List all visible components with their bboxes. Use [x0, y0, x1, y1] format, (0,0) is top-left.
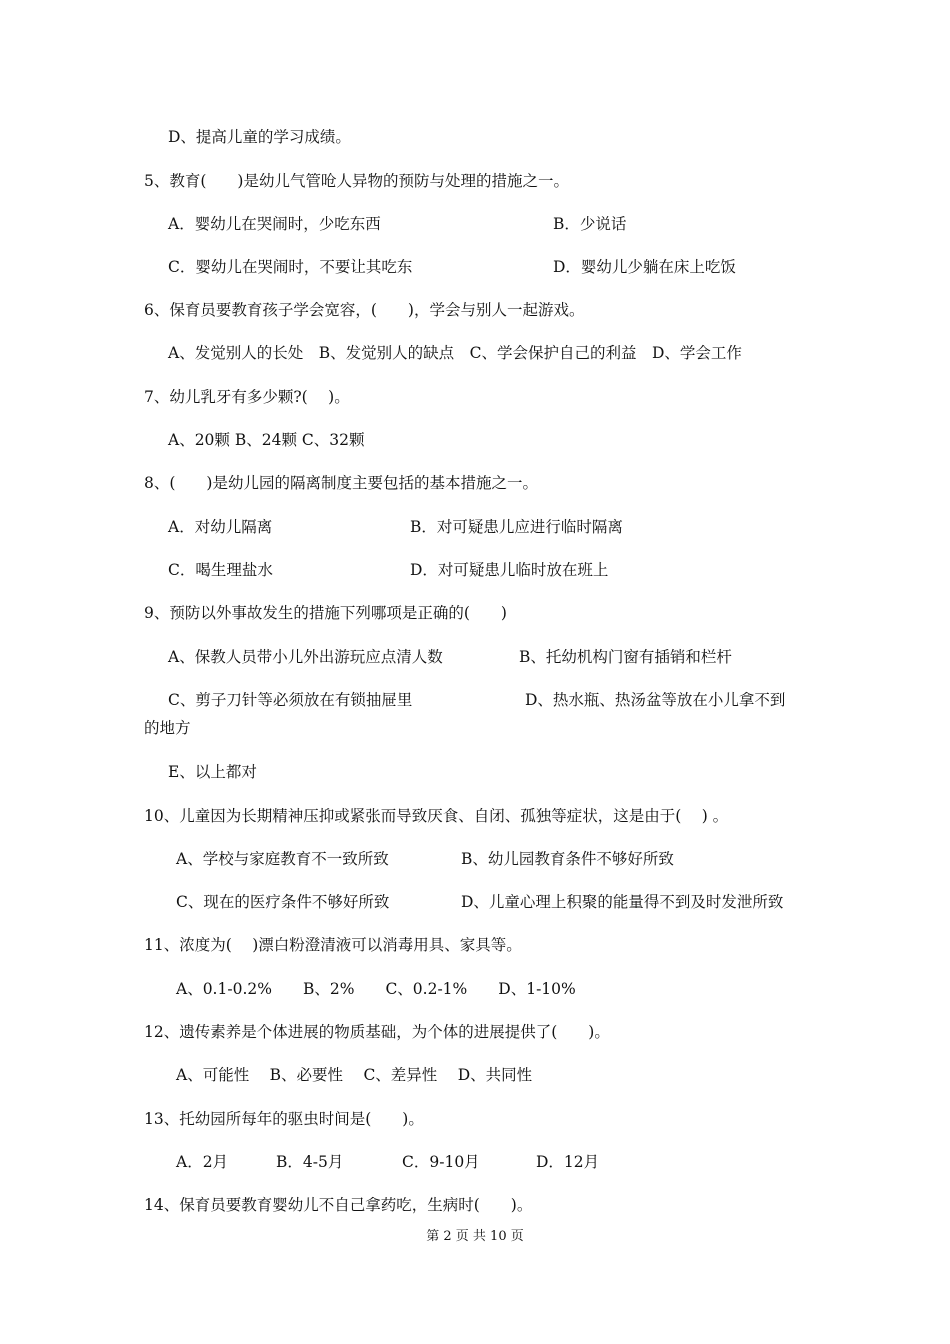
option-9d-continued: 的地方 — [144, 719, 191, 737]
options-7: A、20颗 B、24颗 C、32颗 — [168, 431, 365, 449]
option-10a: A、学校与家庭教育不一致所致 — [176, 850, 389, 868]
option-4d: D、提高儿童的学习成绩。 — [168, 128, 351, 146]
question-7: 7、幼儿乳牙有多少颗?( )。 — [144, 388, 350, 406]
question-8: 8、( )是幼儿园的隔离制度主要包括的基本措施之一。 — [144, 474, 538, 492]
option-9a: A、保教人员带小儿外出游玩应点清人数 — [168, 648, 443, 666]
option-5a: A．婴幼儿在哭闹时，少吃东西 — [168, 215, 381, 233]
options-11: A、0.1-0.2% B、2% C、0.2-1% D、1-10% — [176, 980, 576, 998]
option-9c: C、剪子刀针等必须放在有锁抽屉里 — [168, 691, 413, 709]
question-5: 5、教育( )是幼儿气管呛人异物的预防与处理的措施之一。 — [144, 172, 569, 190]
option-9d: D、热水瓶、热汤盆等放在小儿拿不到 — [525, 691, 786, 709]
question-11: 11、浓度为( )漂白粉澄清液可以消毒用具、家具等。 — [144, 936, 522, 954]
option-5d: D．婴幼儿少躺在床上吃饭 — [553, 258, 736, 276]
question-13: 13、托幼园所每年的驱虫时间是( )。 — [144, 1110, 424, 1128]
options-6: A、发觉别人的长处 B、发觉别人的缺点 C、学会保护自己的利益 D、学会工作 — [168, 344, 742, 362]
option-10d: D、儿童心理上积聚的能量得不到及时发泄所致 — [461, 893, 784, 911]
option-5c: C．婴幼儿在哭闹时，不要让其吃东 — [168, 258, 413, 276]
option-9e: E、以上都对 — [168, 763, 257, 781]
option-13b: B．4-5月 — [276, 1153, 344, 1171]
question-12: 12、遗传素养是个体进展的物质基础，为个体的进展提供了( )。 — [144, 1023, 610, 1041]
option-10c: C、现在的医疗条件不够好所致 — [176, 893, 390, 911]
options-12: A、可能性 B、必要性 C、差异性 D、共同性 — [176, 1066, 533, 1084]
option-8b: B．对可疑患儿应进行临时隔离 — [410, 518, 623, 536]
question-14: 14、保育员要教育婴幼儿不自己拿药吃，生病时( )。 — [144, 1196, 533, 1214]
option-13a: A．2月 — [176, 1153, 229, 1171]
option-8a: A．对幼儿隔离 — [168, 518, 273, 536]
page-footer: 第 2 页 共 10 页 — [426, 1229, 524, 1244]
question-9: 9、预防以外事故发生的措施下列哪项是正确的( ) — [144, 604, 507, 622]
question-10: 10、儿童因为长期精神压抑或紧张而导致厌食、自闭、孤独等症状，这是由于( ) 。 — [144, 807, 729, 825]
option-10b: B、幼儿园教育条件不够好所致 — [461, 850, 674, 868]
option-13c: C．9-10月 — [402, 1153, 480, 1171]
option-8c: C．喝生理盐水 — [168, 561, 273, 579]
option-8d: D．对可疑患儿临时放在班上 — [410, 561, 609, 579]
option-9b: B、托幼机构门窗有插销和栏杆 — [519, 648, 732, 666]
option-13d: D．12月 — [536, 1153, 600, 1171]
option-5b: B．少说话 — [553, 215, 627, 233]
question-6: 6、保育员要教育孩子学会宽容，( )，学会与别人一起游戏。 — [144, 301, 585, 319]
